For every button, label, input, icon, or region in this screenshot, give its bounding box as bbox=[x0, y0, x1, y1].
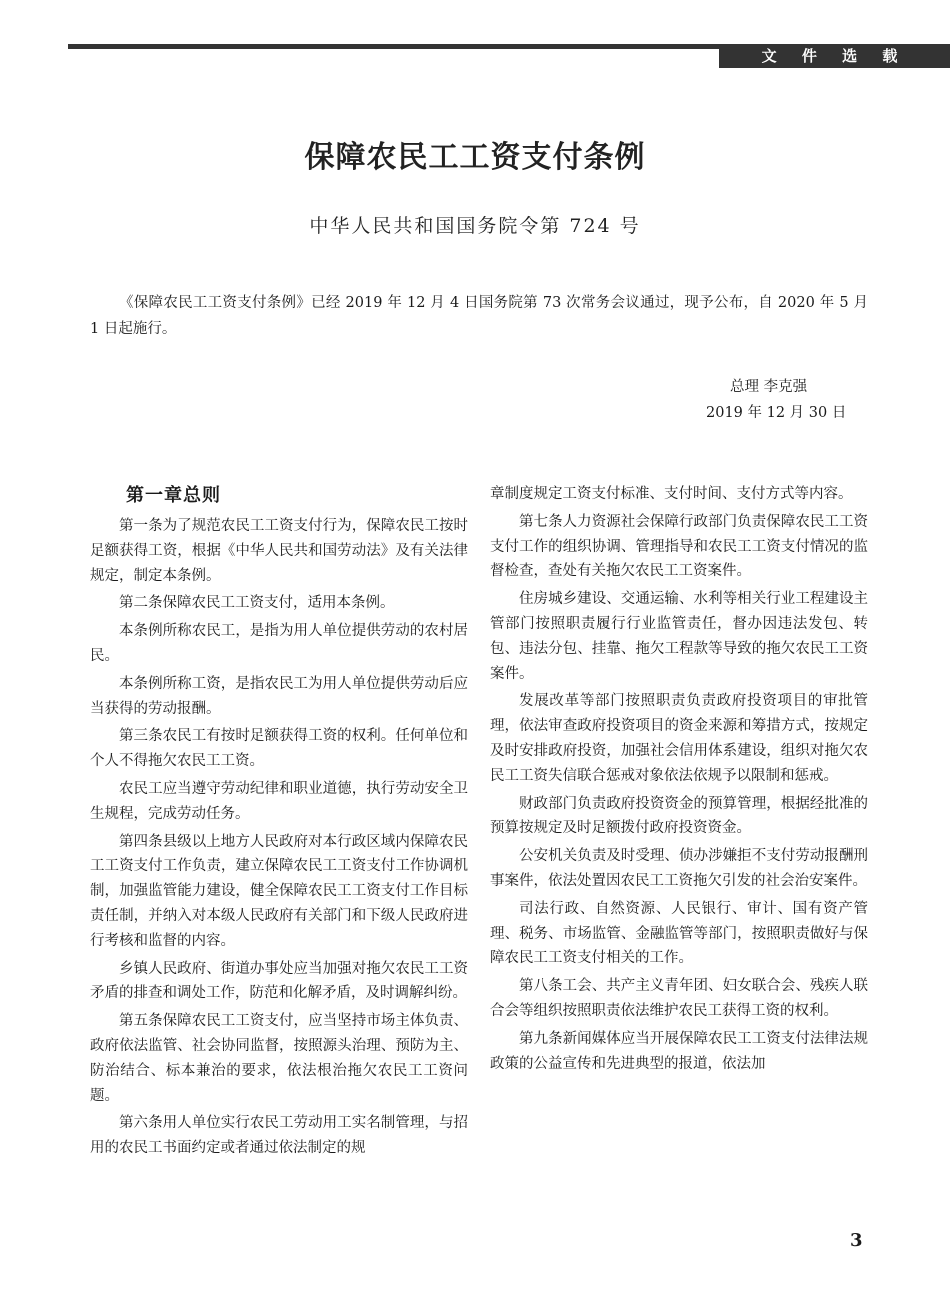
document-title: 保障农民工工资支付条例 bbox=[304, 140, 646, 175]
article-paragraph: 本条例所称农民工，是指为用人单位提供劳动的农村居民。 bbox=[90, 623, 468, 664]
article-paragraph: 住房城乡建设、交通运输、水利等相关行业工程建设主管部门按照职责履行行业监管责任，督办因违法发包、转包、违法分包、挂靠、拖欠工程款等导致的拖欠农民工工资案件。 bbox=[490, 591, 868, 682]
intro-paragraph: 《保障农民工工资支付条例》已经 2019 年 12 月 4 日国务院第 73 次常务会议通过，现予公布，自 2020 年 5 月 1 日起施行。 bbox=[90, 295, 868, 337]
signatory: 总理 李克强 bbox=[730, 379, 808, 395]
page-number: 3 bbox=[850, 1230, 863, 1251]
article-paragraph: 第七条人力资源社会保障行政部门负责保障农民工工资支付工作的组织协调、管理指导和农民工工资支付情况的监督检查，查处有关拖欠农民工工资案件。 bbox=[490, 513, 868, 580]
article-paragraph: 第五条保障农民工工资支付，应当坚持市场主体负责、政府依法监管、社会协同监督，按照源头治理、预防为主、防治结合、标本兼治的要求，依法根治拖欠农民工工资问题。 bbox=[90, 1013, 468, 1104]
signing-date: 2019 年 12 月 30 日 bbox=[706, 405, 847, 421]
article-paragraph: 第二条保障农民工工资支付，适用本条例。 bbox=[119, 595, 395, 612]
continued-paragraph: 章制度规定工资支付标准、支付时间、支付方式等内容。 bbox=[490, 486, 853, 502]
article-paragraph: 乡镇人民政府、街道办事处应当加强对拖欠农民工工资矛盾的排查和调处工作，防范和化解矛盾，及时调解纠纷。 bbox=[90, 960, 468, 1002]
decree-number: 中华人民共和国国务院令第 724 号 bbox=[309, 215, 641, 237]
article-paragraph: 第六条用人单位实行农民工劳动用工实名制管理，与招用的农民工书面约定或者通过依法制定的规 bbox=[90, 1115, 468, 1157]
article-paragraph: 第一条为了规范农民工工资支付行为，保障农民工按时足额获得工资，根据《中华人民共和国劳动法》及有关法律规定，制定本条例。 bbox=[90, 518, 468, 584]
article-paragraph: 第三条农民工有按时足额获得工资的权利。任何单位和个人不得拖欠农民工工资。 bbox=[90, 728, 468, 770]
article-paragraph: 第四条县级以上地方人民政府对本行政区域内保障农民工工资支付工作负责，建立保障农民工工资支付工作协调机制，加强监管能力建设，健全保障农民工工资支付工作目标责任制，并纳入对本级人民政府有关部门和下级人民政府进行考核和监督的内容。 bbox=[90, 833, 468, 949]
chapter-heading: 第一章总则 bbox=[126, 485, 221, 506]
article-paragraph: 司法行政、自然资源、人民银行、审计、国有资产管理、税务、市场监管、金融监管等部门，按照职责做好与保障农民工工资支付相关的工作。 bbox=[490, 900, 868, 967]
right-column bbox=[490, 482, 868, 1079]
section-label: 文 件 选 载 bbox=[719, 44, 950, 68]
article-paragraph: 农民工应当遵守劳动纪律和职业道德，执行劳动安全卫生规程，完成劳动任务。 bbox=[90, 780, 468, 822]
article-paragraph: 公安机关负责及时受理、侦办涉嫌拒不支付劳动报酬刑事案件，依法处置因农民工工资拖欠引发的社会治安案件。 bbox=[490, 848, 868, 889]
article-paragraph: 第九条新闻媒体应当开展保障农民工工资支付法律法规政策的公益宣传和先进典型的报道，依法加 bbox=[490, 1030, 868, 1072]
article-paragraph: 发展改革等部门按照职责负责政府投资项目的审批管理，依法审查政府投资项目的资金来源和筹措方式，按规定及时安排政府投资，加强社会信用体系建设，组织对拖欠农民工工资失信联合惩戒对象依法依规予以限制和惩戒。 bbox=[490, 693, 868, 784]
article-paragraph: 第八条工会、共产主义青年团、妇女联合会、残疾人联合会等组织按照职责依法维护农民工获得工资的权利。 bbox=[490, 978, 868, 1019]
article-paragraph: 本条例所称工资，是指农民工为用人单位提供劳动后应当获得的劳动报酬。 bbox=[90, 675, 468, 717]
article-paragraph: 财政部门负责政府投资资金的预算管理，根据经批准的预算按规定及时足额拨付政府投资资金。 bbox=[490, 795, 868, 837]
left-column bbox=[90, 482, 468, 1164]
